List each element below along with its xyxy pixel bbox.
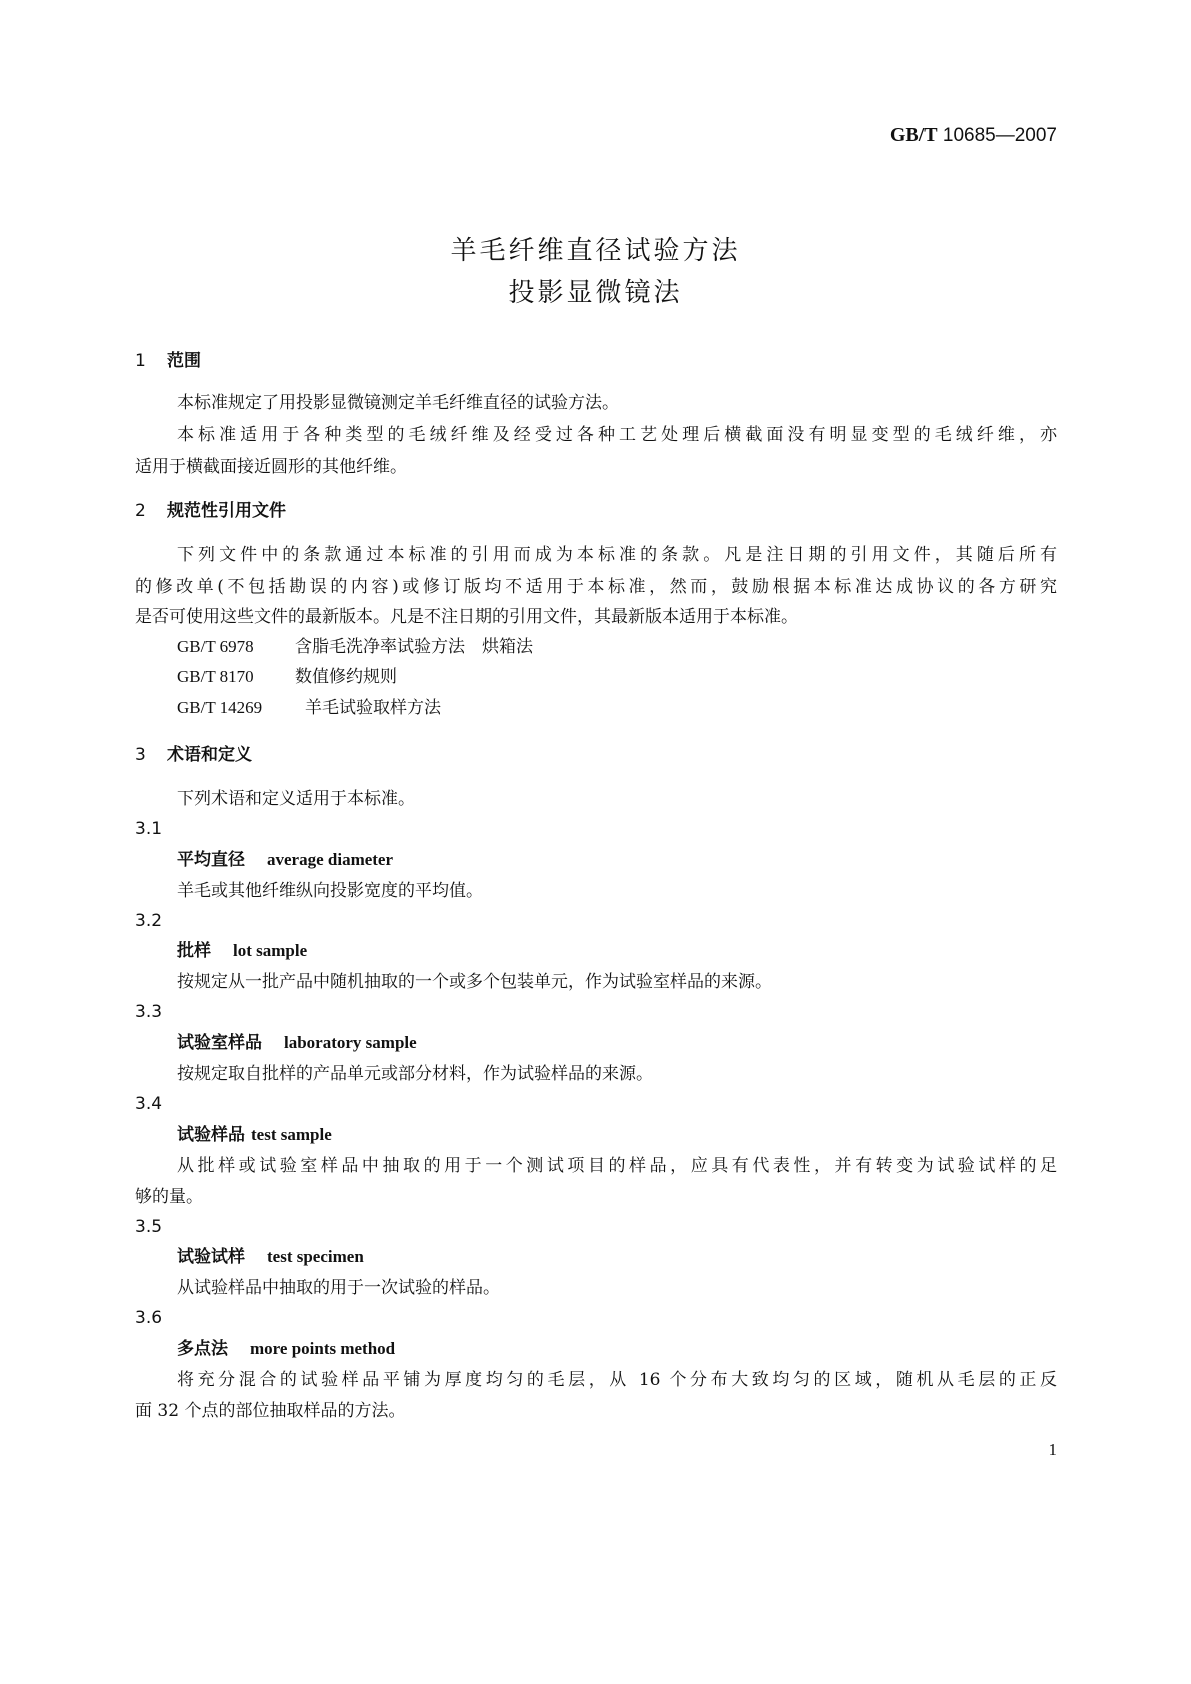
term-definition: 够的量。 — [135, 1187, 203, 1207]
standard-code: 10685—2007 — [942, 125, 1057, 146]
term-title: 试验室样品 laboratory sample — [177, 1033, 417, 1053]
term-number: 3.5 — [135, 1217, 163, 1237]
paragraph: 本标准适用于各种类型的毛绒纤维及经受过各种工艺处理后横截面没有明显变型的毛绒纤维，亦 — [177, 425, 1057, 445]
term-definition: 将充分混合的试验样品平铺为厚度均匀的毛层，从 16 个分布大致均匀的区域，随机从毛层的正反 — [177, 1370, 1057, 1390]
term-title: 多点法 more points method — [177, 1339, 396, 1359]
reference-item: GB/T 6978 含脂毛洗净率试验方法 烘箱法 — [177, 637, 533, 657]
term-title: 批样 lot sample — [177, 941, 308, 961]
term-title: 平均直径 average diameter — [177, 850, 394, 870]
term-definition: 从试验样品中抽取的用于一次试验的样品。 — [177, 1278, 500, 1298]
term-number: 3.1 — [135, 819, 163, 839]
paragraph: 适用于横截面接近圆形的其他纤维。 — [135, 457, 407, 477]
page-number: 1 — [1048, 1440, 1057, 1459]
document-title: 羊毛纤维直径试验方法 — [450, 236, 741, 266]
term-number: 3.6 — [135, 1308, 163, 1328]
term-title: 试验样品 test sample — [177, 1125, 332, 1145]
paragraph: 本标准规定了用投影显微镜测定羊毛纤维直径的试验方法。 — [177, 393, 619, 413]
document-subtitle: 投影显微镜法 — [508, 278, 683, 308]
term-definition: 按规定从一批产品中随机抽取的一个或多个包装单元，作为试验室样品的来源。 — [177, 972, 772, 992]
term-definition: 按规定取自批样的产品单元或部分材料，作为试验样品的来源。 — [177, 1064, 653, 1084]
section-heading-terms-definitions: 3 术语和定义 — [135, 745, 252, 765]
term-definition: 从批样或试验室样品中抽取的用于一个测试项目的样品，应具有代表性，并有转变为试验试样的足 — [177, 1156, 1057, 1176]
term-definition: 面 32 个点的部位抽取样品的方法。 — [135, 1401, 406, 1421]
term-title: 试验试样 test specimen — [177, 1247, 364, 1267]
paragraph: 下列术语和定义适用于本标准。 — [177, 789, 415, 809]
section-heading-scope: 1 范围 — [135, 351, 201, 371]
term-number: 3.3 — [135, 1002, 163, 1022]
paragraph: 的修改单(不包括勘误的内容)或修订版均不适用于本标准，然而，鼓励根据本标准达成协议的各方研究 — [135, 577, 1057, 597]
reference-item: GB/T 14269 羊毛试验取样方法 — [177, 698, 441, 718]
standard-prefix: GB/T — [889, 124, 938, 146]
paragraph: 是否可使用这些文件的最新版本。凡是不注日期的引用文件，其最新版本适用于本标准。 — [135, 607, 798, 627]
reference-item: GB/T 8170 数值修约规则 — [177, 667, 397, 687]
section-heading-normative-references: 2 规范性引用文件 — [135, 501, 286, 521]
standard-number — [890, 124, 1057, 147]
term-number: 3.2 — [135, 911, 163, 931]
term-number: 3.4 — [135, 1094, 163, 1114]
paragraph: 下列文件中的条款通过本标准的引用而成为本标准的条款。凡是注日期的引用文件，其随后所有 — [177, 545, 1057, 565]
term-definition: 羊毛或其他纤维纵向投影宽度的平均值。 — [177, 881, 483, 901]
